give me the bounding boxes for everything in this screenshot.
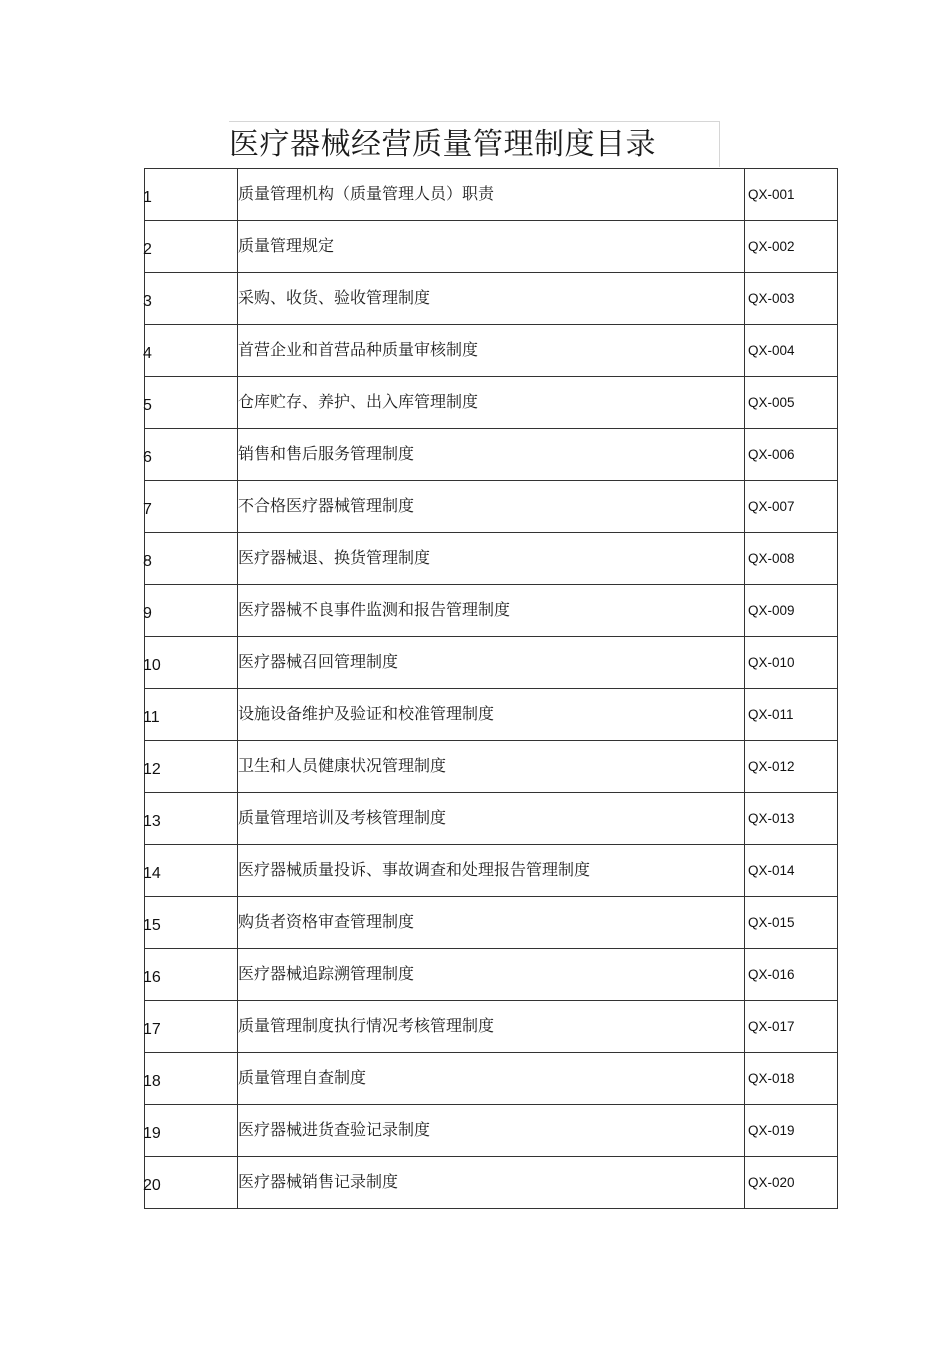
catalog-table-body — [145, 169, 838, 1209]
table-row — [145, 949, 838, 1001]
row-number: 10 — [145, 637, 238, 689]
regulation-code: QX-020 — [745, 1157, 838, 1209]
table-row — [145, 585, 838, 637]
table-row — [145, 793, 838, 845]
regulation-code: QX-011 — [745, 689, 838, 741]
regulation-name: 医疗器械质量投诉、事故调查和处理报告管理制度 — [238, 845, 745, 897]
regulation-name: 医疗器械销售记录制度 — [238, 1157, 745, 1209]
regulation-name: 采购、收货、验收管理制度 — [238, 273, 745, 325]
regulation-name: 医疗器械退、换货管理制度 — [238, 533, 745, 585]
regulation-name: 质量管理自查制度 — [238, 1053, 745, 1105]
row-number: 1 — [145, 169, 238, 221]
row-number: 16 — [145, 949, 238, 1001]
regulation-name: 购货者资格审查管理制度 — [238, 897, 745, 949]
regulation-code: QX-002 — [745, 221, 838, 273]
row-number: 2 — [145, 221, 238, 273]
regulation-name: 质量管理培训及考核管理制度 — [238, 793, 745, 845]
row-number: 18 — [145, 1053, 238, 1105]
table-row — [145, 533, 838, 585]
row-number: 6 — [145, 429, 238, 481]
regulation-name: 销售和售后服务管理制度 — [238, 429, 745, 481]
row-number: 11 — [145, 689, 238, 741]
regulation-code: QX-004 — [745, 325, 838, 377]
table-row — [145, 377, 838, 429]
row-number: 7 — [145, 481, 238, 533]
regulation-name: 仓库贮存、养护、出入库管理制度 — [238, 377, 745, 429]
table-row — [145, 169, 838, 221]
row-number: 9 — [145, 585, 238, 637]
regulation-name: 医疗器械不良事件监测和报告管理制度 — [238, 585, 745, 637]
table-row — [145, 689, 838, 741]
table-row — [145, 637, 838, 689]
regulation-code: QX-015 — [745, 897, 838, 949]
table-row — [145, 897, 838, 949]
regulation-code: QX-009 — [745, 585, 838, 637]
regulation-code: QX-012 — [745, 741, 838, 793]
row-number: 15 — [145, 897, 238, 949]
regulation-code: QX-010 — [745, 637, 838, 689]
regulation-code: QX-007 — [745, 481, 838, 533]
row-number: 8 — [145, 533, 238, 585]
table-row — [145, 741, 838, 793]
row-number: 20 — [145, 1157, 238, 1209]
row-number: 12 — [145, 741, 238, 793]
table-row — [145, 429, 838, 481]
regulation-code: QX-016 — [745, 949, 838, 1001]
table-row — [145, 1105, 838, 1157]
regulation-name: 不合格医疗器械管理制度 — [238, 481, 745, 533]
regulation-code: QX-003 — [745, 273, 838, 325]
regulation-name: 医疗器械召回管理制度 — [238, 637, 745, 689]
table-row — [145, 325, 838, 377]
regulation-code: QX-006 — [745, 429, 838, 481]
regulation-name: 首营企业和首营品种质量审核制度 — [238, 325, 745, 377]
regulation-name: 质量管理机构（质量管理人员）职责 — [238, 169, 745, 221]
regulation-name: 医疗器械追踪溯管理制度 — [238, 949, 745, 1001]
regulation-code: QX-014 — [745, 845, 838, 897]
regulation-name: 质量管理制度执行情况考核管理制度 — [238, 1001, 745, 1053]
row-number: 5 — [145, 377, 238, 429]
table-row — [145, 273, 838, 325]
catalog-table — [144, 168, 838, 1209]
page-title: 医疗器械经营质量管理制度目录 — [229, 127, 656, 162]
row-number: 17 — [145, 1001, 238, 1053]
table-row — [145, 221, 838, 273]
table-row — [145, 481, 838, 533]
regulation-code: QX-018 — [745, 1053, 838, 1105]
regulation-name: 设施设备维护及验证和校准管理制度 — [238, 689, 745, 741]
regulation-code: QX-019 — [745, 1105, 838, 1157]
title-box — [229, 121, 720, 167]
row-number: 13 — [145, 793, 238, 845]
row-number: 3 — [145, 273, 238, 325]
row-number: 19 — [145, 1105, 238, 1157]
row-number: 4 — [145, 325, 238, 377]
regulation-name: 质量管理规定 — [238, 221, 745, 273]
regulation-code: QX-008 — [745, 533, 838, 585]
regulation-name: 卫生和人员健康状况管理制度 — [238, 741, 745, 793]
regulation-code: QX-013 — [745, 793, 838, 845]
table-row — [145, 845, 838, 897]
regulation-code: QX-005 — [745, 377, 838, 429]
table-row — [145, 1053, 838, 1105]
table-row — [145, 1157, 838, 1209]
regulation-code: QX-017 — [745, 1001, 838, 1053]
table-row — [145, 1001, 838, 1053]
regulation-name: 医疗器械进货查验记录制度 — [238, 1105, 745, 1157]
regulation-code: QX-001 — [745, 169, 838, 221]
row-number: 14 — [145, 845, 238, 897]
